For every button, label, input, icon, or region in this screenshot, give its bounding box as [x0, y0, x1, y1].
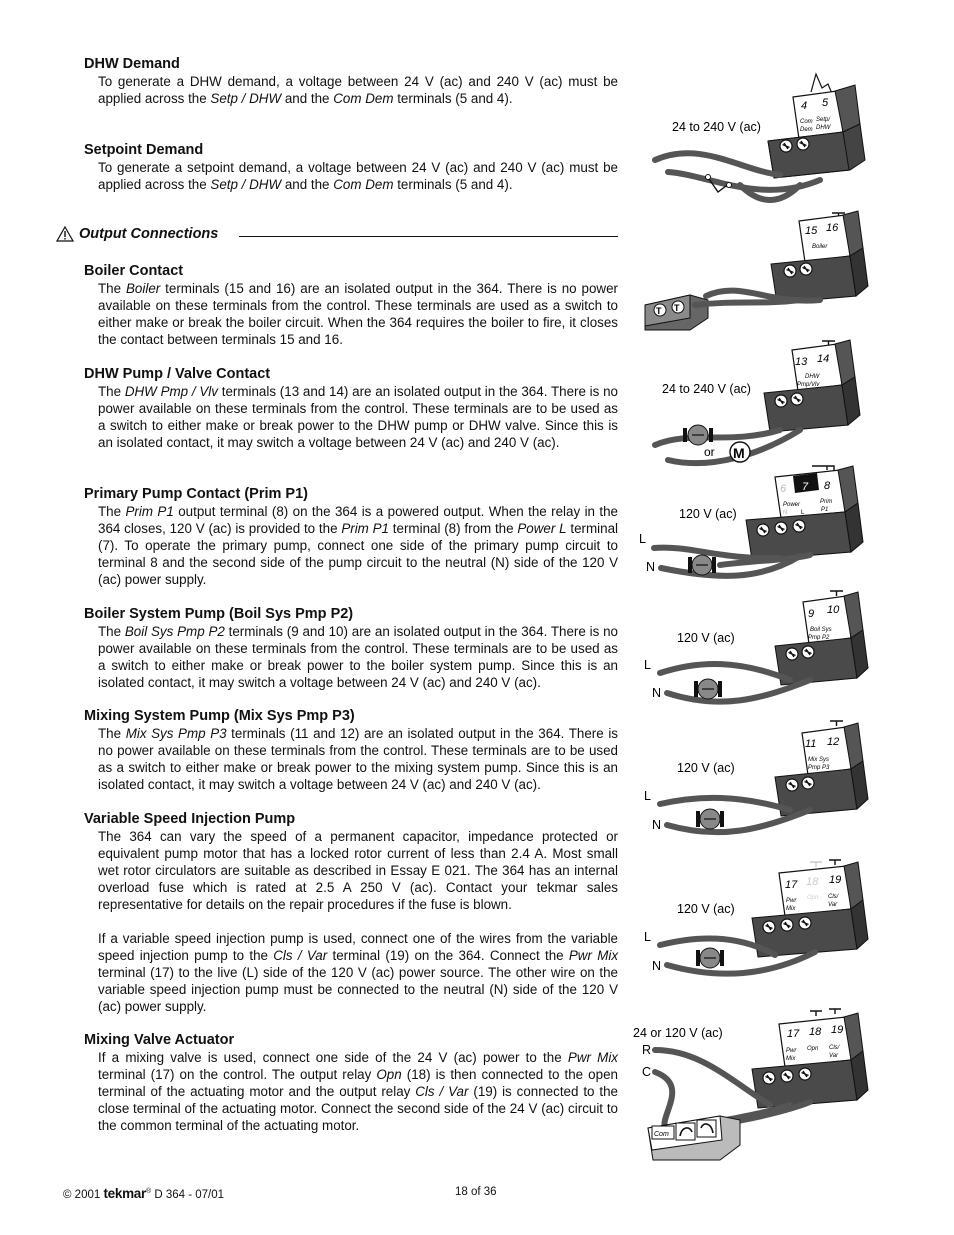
d6-pump-icon	[696, 809, 724, 829]
diagram-mixing-valve-actuator	[633, 1009, 868, 1160]
d8-label-com: Com	[654, 1131, 669, 1138]
paragraph-dhw-pump: The DHW Pmp / Vlv terminals (13 and 14) are an isolated output in the 364. There is no power available on these terminals from the control. These terminals are to be used as a switch to either make or break power to the DHW pump or DHW valve. Since this is an isolated contact, it may switch a voltage between 24 V (ac) and 240 V (ac).	[98, 384, 619, 450]
d8-r-label: R	[642, 1043, 652, 1057]
d2-load-t2: T	[674, 303, 680, 313]
heading-dhw-demand: DHW Demand	[84, 56, 180, 72]
d7-label-pwr: Pwr	[786, 898, 797, 904]
paragraph-variable-speed-1: The 364 can vary the speed of a permanent capacitor, impedance protected or equivalent pump motor that has a locked rotor current of less than 2.4 A. Most small wet rotor circulators are suitable as described in Essay E 021. The 364 has an internal overload fuse which is rated at 2.5 A 250 V (ac). Contact your tekmar sales representative for details on the repair procedures if the fuse is blown.	[98, 829, 618, 912]
d4-terminal-7: 7	[802, 481, 809, 493]
d2-terminal-15: 15	[805, 225, 818, 237]
paragraph-boiler-contact: The Boiler terminals (15 and 16) are an isolated output in the 364. There is no power available on these terminals from the control. These terminals are used as a switch to either make or break the boiler circuit. When the 364 requires the boiler to fire, it closes the contact between terminals 15 and 16.	[98, 281, 618, 347]
paragraph-primary-pump: The Prim P1 output terminal (8) on the 364 is a powered output. When the relay in the 364 closes, 120 V (ac) is provided to the Prim P1 terminal (8) from the Power L terminal (7). To operate the primary pump, connect one side of the primary pump circuit to terminal 8 and the second side of the pump circuit to the neutral (N) side of the 120 V (ac) power supply.	[98, 504, 619, 587]
heading-mixing-valve: Mixing Valve Actuator	[84, 1032, 235, 1048]
d2-load-t1: T	[656, 306, 662, 316]
output-connections-heading	[56, 225, 618, 247]
d7-label-opn: Opn	[807, 895, 819, 901]
diagram-variable-speed-pump	[644, 860, 868, 974]
warning-icon	[56, 226, 74, 242]
d4-label-prim: Prim	[820, 499, 833, 505]
d3-label-pmp: Pmp/Vlv	[797, 382, 820, 388]
paragraph-setpoint-demand: To generate a setpoint demand, a voltage between 24 V (ac) and 240 V (ac) must be applied across the Setp / DHW and the Com Dem terminals (5 and 4).	[98, 160, 618, 192]
heading-rule	[239, 236, 618, 237]
paragraph-mixing-valve: If a mixing valve is used, connect one side of the 24 V (ac) power to the Pwr Mix terminal (17) on the control. The output relay Opn (18) is then connected to the open terminal of the actuating motor and the output relay Cls / Var (19) is connected to the close terminal of the actuating motor. Connect the second side of the 24 V (ac) circuit to the common terminal of the actuating motor.	[98, 1050, 619, 1133]
d4-neutral-label: N	[646, 560, 656, 574]
d4-terminal-6: 6	[780, 483, 787, 495]
d8-label-mix: Mix	[786, 1056, 796, 1062]
d1-terminal-5: 5	[822, 97, 829, 109]
diagram-boiler-contact	[645, 211, 868, 330]
d3-label-dhw: DHW	[805, 374, 820, 380]
d5-line-label: L	[644, 658, 651, 672]
d3-or-label: or	[704, 445, 715, 459]
diagram-mixing-system-pump	[644, 721, 868, 832]
d8-label-cls: Cls/	[829, 1045, 840, 1051]
d6-label-pmp-p3: Pmp P3	[808, 765, 830, 771]
d6-label-mix-sys: Mix Sys	[808, 757, 829, 763]
d7-voltage-label: 120 V (ac)	[677, 902, 735, 916]
page-number: 18 of 36	[455, 1186, 497, 1198]
d7-terminal-19: 19	[829, 874, 842, 886]
d3-voltage-label: 24 to 240 V (ac)	[662, 382, 751, 396]
section-boiler-system-pump	[84, 605, 618, 691]
d5-terminal-10: 10	[827, 604, 840, 616]
d3-terminal-14: 14	[817, 353, 830, 365]
diagram-boiler-system-pump	[644, 591, 868, 702]
diagram-primary-pump	[639, 466, 863, 576]
d8-label-pwr: Pwr	[786, 1048, 797, 1054]
d4-label-p1: P1	[821, 507, 829, 513]
d8-terminal-17: 17	[787, 1028, 800, 1040]
heading-setpoint-demand: Setpoint Demand	[84, 142, 204, 158]
d6-voltage-label: 120 V (ac)	[677, 761, 735, 775]
heading-primary-pump: Primary Pump Contact (Prim P1)	[84, 486, 308, 502]
d5-voltage-label: 120 V (ac)	[677, 631, 735, 645]
d7-label-var: Var	[828, 902, 838, 908]
d4-terminal-8: 8	[824, 480, 831, 492]
footer-copyright: © 2001 tekmar® D 364 - 07/01	[63, 1186, 225, 1201]
section-dhw-pump	[84, 365, 618, 451]
d1-label-dhw: DHW	[816, 125, 831, 131]
d5-neutral-label: N	[652, 686, 662, 700]
d4-label-power: Power	[783, 502, 801, 508]
d8-label-opn: Opn	[807, 1046, 819, 1052]
d3-terminal-13: 13	[795, 356, 808, 368]
output-connections-title: Output Connections	[79, 226, 219, 242]
d8-label-var: Var	[829, 1053, 839, 1059]
heading-dhw-pump: DHW Pump / Valve Contact	[84, 366, 271, 382]
d7-pump-icon	[696, 948, 724, 968]
d1-label-setp: Setp/	[816, 117, 831, 123]
section-setpoint-demand	[84, 141, 618, 193]
wiring-diagrams	[630, 60, 930, 1170]
d5-label-boil-sys: Boil Sys	[810, 627, 832, 633]
d4-voltage-label: 120 V (ac)	[679, 507, 737, 521]
d3-motor-label: M	[733, 445, 745, 461]
d7-label-mix: Mix	[786, 906, 796, 912]
heading-variable-speed: Variable Speed Injection Pump	[84, 811, 296, 827]
d1-voltage-label: 24 to 240 V (ac)	[672, 120, 761, 134]
d2-label-boiler: Boiler	[812, 244, 828, 250]
d1-terminal-4: 4	[801, 100, 808, 112]
d8-terminal-18: 18	[809, 1026, 822, 1038]
d1-label-dem: Dem	[800, 127, 813, 133]
d8-terminal-19: 19	[831, 1024, 844, 1036]
section-primary-pump	[84, 485, 618, 588]
tekmar-logo: tekmar	[103, 1186, 146, 1201]
d6-line-label: L	[644, 789, 651, 803]
diagram-demand-input	[655, 74, 865, 200]
heading-boiler-system-pump: Boiler System Pump (Boil Sys Pmp P2)	[84, 606, 354, 622]
d8-c-label: C	[642, 1065, 652, 1079]
d3-pump-icon	[683, 425, 713, 445]
d5-pump-icon	[694, 679, 722, 699]
section-boiler-contact	[84, 262, 618, 348]
paragraph-boiler-system-pump: The Boil Sys Pmp P2 terminals (9 and 10) are an isolated output in the 364. There is no power available on these terminals from the control. These terminals are to be used as a switch to either make or break power to the boiler system pump. Since this is an isolated contact, it may switch a voltage between 24 V (ac) and 240 V (ac).	[98, 624, 618, 690]
diagram-dhw-pump	[655, 340, 860, 463]
d7-terminal-17: 17	[785, 879, 798, 891]
section-variable-speed	[84, 810, 618, 1015]
d8-voltage-label: 24 or 120 V (ac)	[633, 1026, 723, 1040]
paragraph-variable-speed-2: If a variable speed injection pump is used, connect one of the wires from the variable speed injection pump to the Cls / Var terminal (19) on the 364. Connect the Pwr Mix terminal (17) to the live (L) side of the 120 V (ac) power source. The other wire on the variable speed injection pump must be connected to the neutral (N) side of the 120 V (ac) power supply.	[98, 931, 619, 1014]
page-footer	[0, 1186, 954, 1206]
paragraph-mixing-system-pump: The Mix Sys Pmp P3 terminals (11 and 12) are an isolated output in the 364. There is no power available on these terminals from the control. These terminals are to be used as a switch to either make or break power to the mixing system pump. Since this is an isolated contact, it may switch a voltage between 24 V (ac) and 240 V (ac).	[98, 726, 618, 792]
paragraph-dhw-demand: To generate a DHW demand, a voltage between 24 V (ac) and 240 V (ac) must be applied across the Setp / DHW and the Com Dem terminals (5 and 4).	[98, 74, 618, 106]
section-dhw-demand	[84, 55, 618, 107]
d4-label-l: L	[801, 510, 805, 516]
d7-terminal-18: 18	[806, 876, 819, 888]
heading-boiler-contact: Boiler Contact	[84, 263, 184, 279]
d7-neutral-label: N	[652, 959, 662, 973]
section-mixing-valve	[84, 1031, 618, 1134]
d4-label-n: N	[783, 510, 788, 516]
d2-terminal-16: 16	[826, 222, 839, 234]
d7-line-label: L	[644, 930, 651, 944]
heading-mixing-system-pump: Mixing System Pump (Mix Sys Pmp P3)	[84, 708, 355, 724]
section-mixing-system-pump	[84, 707, 618, 793]
d1-label-com: Com	[800, 119, 813, 125]
d5-terminal-9: 9	[808, 608, 815, 620]
d7-label-cls: Cls/	[828, 894, 839, 900]
d4-line-label: L	[639, 532, 646, 546]
d6-neutral-label: N	[652, 818, 662, 832]
d6-terminal-11: 11	[805, 738, 817, 750]
d6-terminal-12: 12	[827, 736, 840, 748]
d5-label-pmp-p2: Pmp P2	[808, 635, 830, 641]
